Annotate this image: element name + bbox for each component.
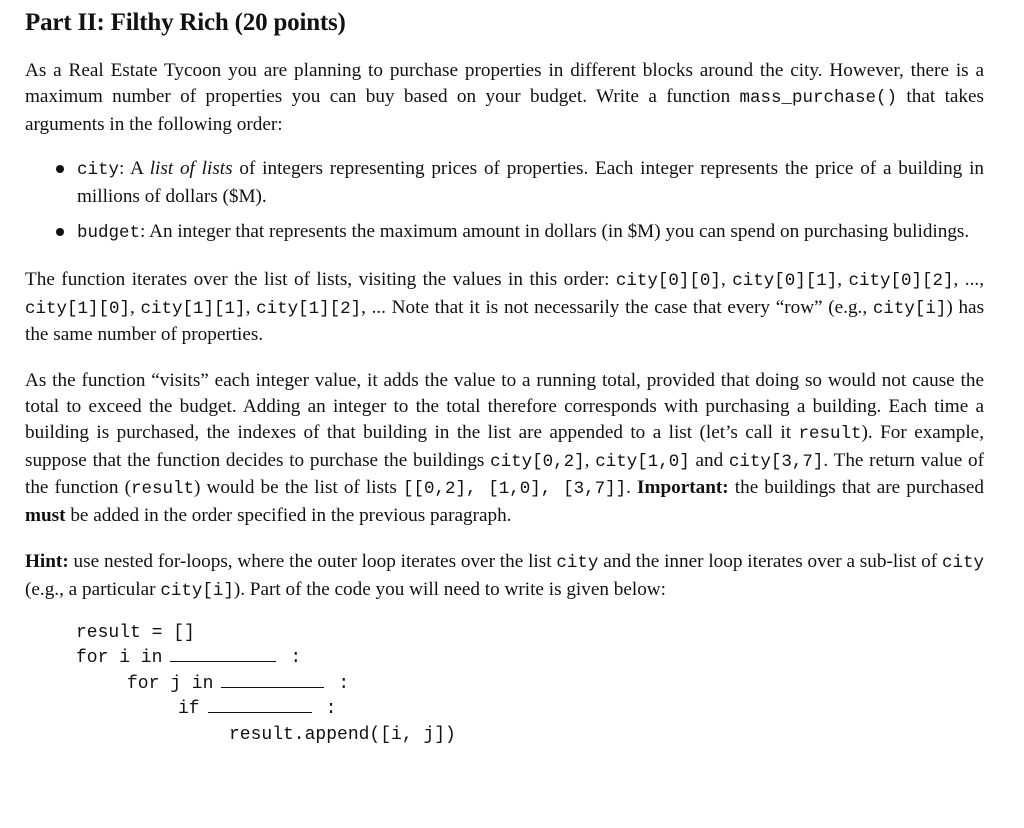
text: .	[626, 477, 637, 499]
inline-code: city[1][2]	[256, 298, 362, 319]
text: and the inner loop iterates over a sub-list of	[598, 550, 942, 572]
inline-code: city	[556, 552, 599, 573]
text: , ...,	[953, 268, 984, 290]
intro-paragraph	[25, 58, 984, 137]
hint-label: Hint:	[25, 550, 69, 572]
code-line-if	[76, 697, 984, 723]
fill-in-blank	[170, 660, 276, 662]
important-label: Important:	[637, 477, 729, 499]
text: use nested for-loops, where the outer loop iterates over the list	[68, 550, 557, 572]
visit-paragraph	[25, 368, 984, 529]
iteration-paragraph	[25, 267, 984, 348]
argument-item-budget	[25, 219, 984, 247]
inline-code: city[i]	[872, 298, 947, 319]
code-colon: :	[325, 699, 337, 720]
text: The function iterates over the list of lists, visiting the values in this order:	[25, 268, 616, 290]
inline-code: city[1][1]	[140, 298, 246, 319]
text: and	[689, 449, 729, 471]
inline-code: city[0][2]	[848, 270, 954, 291]
inline-code: result	[798, 423, 862, 444]
emphasis-must: must	[25, 505, 66, 527]
text: the buildings that are purchased	[728, 477, 984, 499]
inline-code: result	[130, 479, 194, 500]
code-text: for j in	[127, 673, 214, 694]
text: ,	[130, 296, 141, 318]
code-text: if	[178, 699, 200, 720]
code-block	[76, 621, 984, 749]
hint-paragraph	[25, 549, 984, 605]
inline-code: city[1][0]	[25, 298, 131, 319]
inline-code: city	[941, 552, 984, 573]
argument-emphasis: list of lists	[149, 158, 233, 180]
bullet-icon	[56, 228, 64, 236]
text: ,	[720, 268, 733, 290]
fill-in-blank	[208, 711, 312, 713]
text: be added in the order specified in the previous paragraph.	[65, 505, 512, 527]
text: ) would be the list of lists	[193, 477, 403, 499]
bullet-icon	[56, 165, 64, 173]
argument-name: city	[77, 160, 120, 181]
code-text: result.append([i, j])	[229, 724, 456, 745]
code-line-result	[76, 621, 984, 647]
inline-code: city[0,2]	[490, 451, 585, 472]
code-line-outer-loop	[76, 646, 984, 672]
code-text: for i in	[76, 648, 163, 669]
argument-text: of integers representing prices of properties. Each integer represents the price of a building in millions of dollars ($M).	[77, 158, 984, 208]
text: , ... Note that it is not necessarily the case that every “row” (e.g.,	[361, 296, 873, 318]
text: ,	[584, 449, 596, 471]
inline-code: city[3,7]	[728, 451, 824, 472]
inline-code: city[0][1]	[732, 270, 838, 291]
argument-text: : A	[119, 158, 150, 180]
code-line-inner-loop	[76, 672, 984, 698]
code-colon: :	[290, 648, 302, 669]
inline-code: [[0,2], [1,0], [3,7]]	[402, 479, 627, 500]
code-colon: :	[338, 673, 350, 694]
argument-list	[25, 156, 984, 246]
text: . The return value of the function (	[25, 449, 984, 499]
text: ). For example, suppose that the function decides to purchase the buildings	[25, 421, 984, 471]
intro-text-2: that takes arguments in the following order:	[25, 85, 984, 135]
page-title: Part II: Filthy Rich (20 points)	[25, 9, 346, 36]
inline-code: city[1,0]	[595, 451, 690, 472]
argument-item-city	[25, 156, 984, 210]
text: ,	[837, 268, 849, 290]
intro-text-1: As a Real Estate Tycoon you are planning to purchase properties in different blocks around the city. However, there is a maximum number of properties you can buy based on your budget. Write a function	[25, 60, 984, 107]
text: As the function “visits” each integer value, it adds the value to a running total, provided that doing so would not cause the total to exceed the budget. Adding an integer to the total therefore corresponds with purchasing a building. Each time a building is purchased, the indexes of that building in the list are appended to a list (let’s call it	[25, 370, 984, 443]
text: (e.g., a particular	[25, 578, 161, 600]
inline-code: city[i]	[160, 580, 234, 601]
text: ) has the same number of properties.	[25, 296, 985, 346]
text: ). Part of the code you will need to write is given below:	[233, 578, 666, 600]
argument-name: budget	[77, 222, 141, 243]
inline-code: city[0][0]	[615, 270, 721, 291]
code-line-append	[76, 723, 984, 749]
text: ,	[245, 296, 257, 318]
fill-in-blank	[221, 686, 324, 688]
argument-text: : An integer that represents the maximum amount in dollars (in $M) you can spend on purchasing bulidings.	[140, 220, 970, 242]
function-name: mass_purchase()	[739, 87, 898, 108]
code-text: result = []	[76, 622, 195, 643]
